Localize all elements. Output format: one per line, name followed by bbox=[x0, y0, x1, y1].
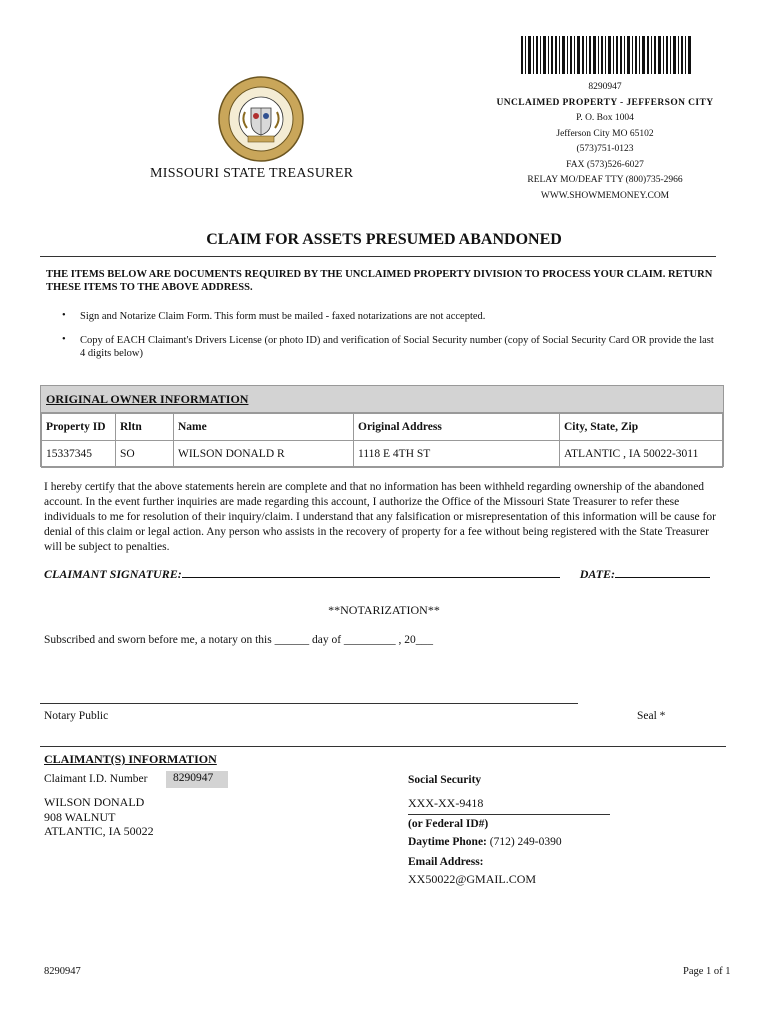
social-security-line bbox=[408, 814, 610, 815]
seal-label: Seal * bbox=[637, 710, 666, 722]
bullet-icon: • bbox=[62, 334, 66, 345]
office-name: UNCLAIMED PROPERTY - JEFFERSON CITY bbox=[496, 97, 714, 108]
notary-public-label: Notary Public bbox=[44, 710, 109, 722]
sworn-statement: Subscribed and sworn before me, a notary on this ______ day of _________ , 20___ bbox=[44, 634, 434, 646]
office-phone: (573)751-0123 bbox=[576, 144, 634, 154]
relay-line: RELAY MO/DEAF TTY (800)735-2966 bbox=[527, 175, 683, 185]
list-item bbox=[62, 334, 722, 362]
instructions-text: THE ITEMS BELOW ARE DOCUMENTS REQUIRED BY THE UNCLAIMED PROPERTY DIVISION TO PROCESS YOUR CLAIM. RETURN THESE ITEMS TO THE ABOVE ADDRESS. bbox=[46, 269, 713, 293]
relation-cell: SO bbox=[116, 441, 174, 468]
barcode-icon bbox=[521, 36, 693, 74]
claimant-signature-field[interactable] bbox=[182, 566, 560, 578]
state-seal-icon bbox=[218, 76, 304, 162]
bullet-text: Sign and Notarize Claim Form. This form must be mailed - faxed notarizations are not accepted. bbox=[80, 311, 486, 322]
column-header: Property ID bbox=[42, 414, 116, 441]
po-box: P. O. Box 1004 bbox=[576, 113, 634, 123]
certification-text: I hereby certify that the above statements herein are complete and that no information has been withheld regarding ownership of the abandoned account. In the event further inquiries are made regarding this account, I authorize the Office of the Missouri State Treasurer to refer these individuals to me for resolution of their inquiry/claim. I understand that any falsification or misrepresentation of this information will be cause for denial of this claim or legal action. Any person who assists in the recovery of property for a fee without being registered with the State Treasurer will be subject to penalties. bbox=[44, 481, 716, 553]
website-link[interactable]: WWW.SHOWMEMONEY.COM bbox=[540, 190, 670, 201]
social-security-value: XXX-XX-9418 bbox=[408, 796, 484, 810]
bullet-text: Copy of EACH Claimant's Drivers License (or photo ID) and verification of Social Security number (copy of Social Security Card OR provide the last 4 digits below) bbox=[80, 335, 714, 359]
claimant-street: 908 WALNUT bbox=[44, 809, 116, 824]
treasurer-title: MISSOURI STATE TREASURER bbox=[150, 166, 354, 181]
table-row bbox=[42, 441, 723, 468]
claimant-id-value: 8290947 bbox=[166, 771, 228, 788]
footer-claim-id: 8290947 bbox=[44, 966, 81, 977]
original-owner-section bbox=[40, 385, 724, 467]
state-seal-logo bbox=[218, 76, 304, 162]
claimant-id-label: Claimant I.D. Number bbox=[44, 773, 148, 785]
claimant-section-title: CLAIMANT(S) INFORMATION bbox=[44, 752, 217, 766]
signature-line bbox=[44, 566, 724, 582]
date-field[interactable] bbox=[615, 566, 710, 578]
owner-section-title: ORIGINAL OWNER INFORMATION bbox=[41, 386, 723, 413]
city-line: Jefferson City MO 65102 bbox=[556, 128, 654, 139]
claimant-signature-label: CLAIMANT SIGNATURE: bbox=[44, 567, 182, 581]
column-header: Original Address bbox=[354, 414, 560, 441]
column-header: City, State, Zip bbox=[560, 414, 723, 441]
email-label: Email Address: bbox=[408, 856, 484, 868]
date-label: DATE: bbox=[579, 567, 616, 581]
table-header-row bbox=[42, 414, 723, 441]
property-id-cell: 15337345 bbox=[42, 441, 116, 468]
divider bbox=[40, 256, 716, 257]
bullet-icon: • bbox=[62, 310, 66, 321]
claimant-address bbox=[44, 795, 154, 839]
divider bbox=[40, 746, 726, 747]
email-value: XX50022@GMAIL.COM bbox=[408, 872, 537, 886]
name-cell: WILSON DONALD R bbox=[174, 441, 354, 468]
daytime-phone bbox=[408, 836, 562, 848]
daytime-phone-label: Daytime Phone: bbox=[408, 836, 487, 848]
claimant-city-state-zip: ATLANTIC, IA 50022 bbox=[44, 824, 154, 838]
city-state-zip-cell: ATLANTIC , IA 50022-3011 bbox=[560, 441, 723, 468]
office-fax: FAX (573)526-6027 bbox=[566, 159, 644, 170]
column-header: Rltn bbox=[116, 414, 174, 441]
claimant-name: WILSON DONALD bbox=[44, 795, 145, 809]
contact-block bbox=[480, 80, 730, 204]
barcode-number: 8290947 bbox=[588, 82, 622, 92]
footer-page-number: Page 1 of 1 bbox=[683, 966, 731, 977]
owner-table bbox=[41, 413, 723, 468]
notarization-heading: **NOTARIZATION** bbox=[328, 603, 440, 617]
federal-id-label: (or Federal ID#) bbox=[408, 818, 489, 830]
form-title: CLAIM FOR ASSETS PRESUMED ABANDONED bbox=[206, 231, 562, 248]
daytime-phone-value: (712) 249-0390 bbox=[489, 836, 562, 848]
social-security-label: Social Security bbox=[408, 774, 482, 786]
list-item bbox=[62, 310, 722, 324]
barcode-image bbox=[521, 36, 693, 74]
notary-signature-line[interactable] bbox=[40, 703, 578, 704]
column-header: Name bbox=[174, 414, 354, 441]
address-cell: 1118 E 4TH ST bbox=[354, 441, 560, 468]
